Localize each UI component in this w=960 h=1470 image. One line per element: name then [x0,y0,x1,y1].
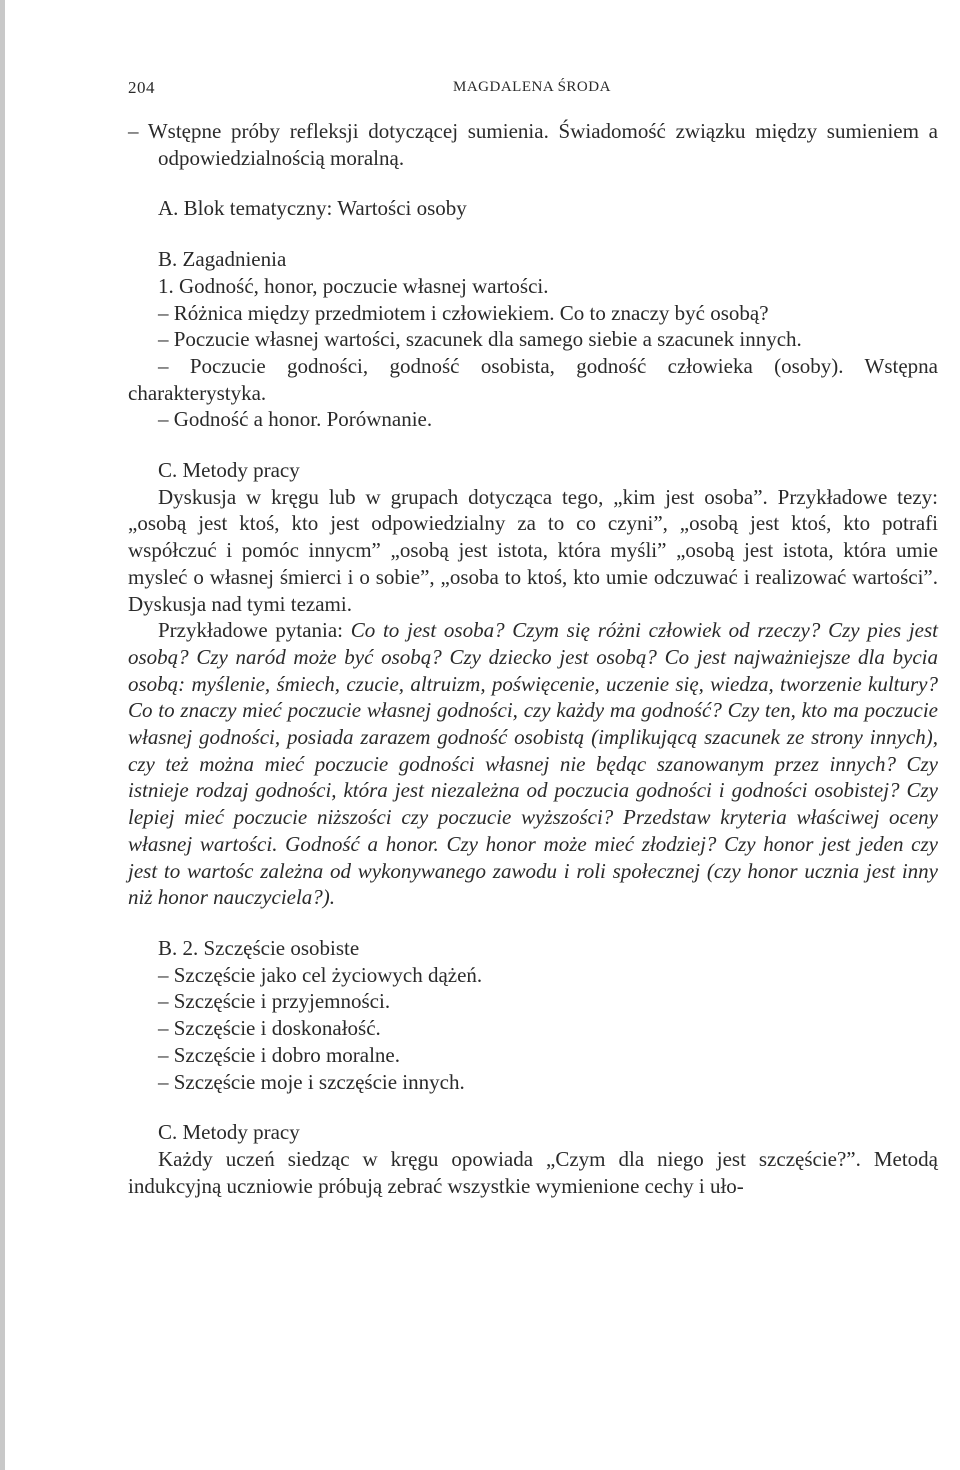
block-a-heading: A. Blok tematyczny: Wartości osoby [158,196,467,221]
section-b2-bullet: – Szczęście jako cel życiowych dążeń. [158,962,483,987]
section-c2-paragraph: Każdy uczeń siedząc w kręgu opowiada „Czym dla niego jest szczęście?”. Metodą indukcyjną uczniowie próbują zebrać wszystkie wymienione cechy i uło- [128,1146,938,1198]
section-c1 [128,457,938,911]
section-c1-title: C. Metody pracy [158,458,300,483]
section-b2-bullet: – Szczęście i przyjemności. [158,989,391,1014]
section-c2-title: C. Metody pracy [158,1120,300,1145]
section-c2 [128,1119,938,1199]
page-edge [0,0,5,1470]
intro-item: – Wstępne próby refleksji dotyczącej sumienia. Świadomość związku między sumieniem a odpowiedzialnością moralną. [128,119,938,170]
section-b2-bullet: – Szczęście moje i szczęście innych. [158,1069,465,1094]
section-b-bullet: – Różnica między przedmiotem i człowiekiem. Co to znaczy być osobą? [158,300,769,325]
section-b2-bullet: – Szczęście i dobro moralne. [158,1042,400,1067]
section-b-bullet: – Godność a honor. Porównanie. [158,407,433,432]
spacer [128,222,938,246]
section-b2-bullet: – Szczęście i doskonałość. [158,1016,381,1041]
section-c1-questions-paragraph [128,617,938,911]
spacer [128,1095,938,1119]
spacer [128,433,938,457]
page-number: 204 [128,78,155,97]
section-b [128,246,938,433]
running-header [128,78,938,118]
section-b2 [128,935,938,1095]
section-b-title: B. Zagadnienia [158,247,287,272]
section-b-item-1: 1. Godność, honor, poczucie własnej wartości. [158,273,549,298]
questions-text: Co to jest osoba? Czym się różni człowiek od rzeczy? Czy pies jest osobą? Czy naród może być osobą? Czy dziecko jest osobą? Co jest najważniejsze dla bycia osobą: myślenie, śmiech, czucie, altruizm, poświęcenie, uczenie się, wiedza, tworzenie kultury? Co to znaczy mieć poczucie własnej godności, czy każdy ma godność? Czy ten, kto ma poczucie własnej godności, posiada zarazem godność osobistą (implikującą szacunek ze strony innych), czy też można mieć poczucie godności własnej nie będąc szanowanym przez innych? Czy istnieje rodzaj godności, która jest niezależna od poczucia godności i godności osobistej? Czy lepiej mieć poczucie niższości czy poczucie wyższości? Przedstaw kryteria właściwej oceny własnej wartości. Godność a honor. Czy honor może mieć złodziej? Czy honor jest jeden czy jest to wartośc zależna od wykonywanego zawodu i roli społecznej (czy honor ucznia jest inny niż honor nauczyciela?). [128,618,939,910]
spacer [128,911,938,935]
questions-label: Przykładowe pytania: [158,618,351,643]
section-b-bullet: – Poczucie godności, godność osobista, godność człowieka (osoby). Wstępna charakterystyka. [128,353,938,405]
section-c1-paragraph: Dyskusja w kręgu lub w grupach dotycząca tego, „kim jest osoba”. Przykładowe tezy: „osobą jest ktoś, kto jest odpowiedzialny za to co czyni”, „osobą jest ktoś, kto potrafi współczuć i pomóc innycm” „osobą jest istota, która myśli” „osobą jest istota, która umie mysleć o własnej śmierci i o sobie”, „osoba to ktoś, kto umie odczuwać i realizować wartości”. Dyskusja nad tymi tezami. [128,484,938,616]
running-head-author: MAGDALENA ŚRODA [453,79,611,95]
section-b-bullet: – Poczucie własnej wartości, szacunek dla samego siebie a szacunek innych. [158,327,802,352]
book-page [128,78,938,1199]
section-b2-title: B. 2. Szczęście osobiste [158,935,360,960]
spacer [128,171,938,195]
